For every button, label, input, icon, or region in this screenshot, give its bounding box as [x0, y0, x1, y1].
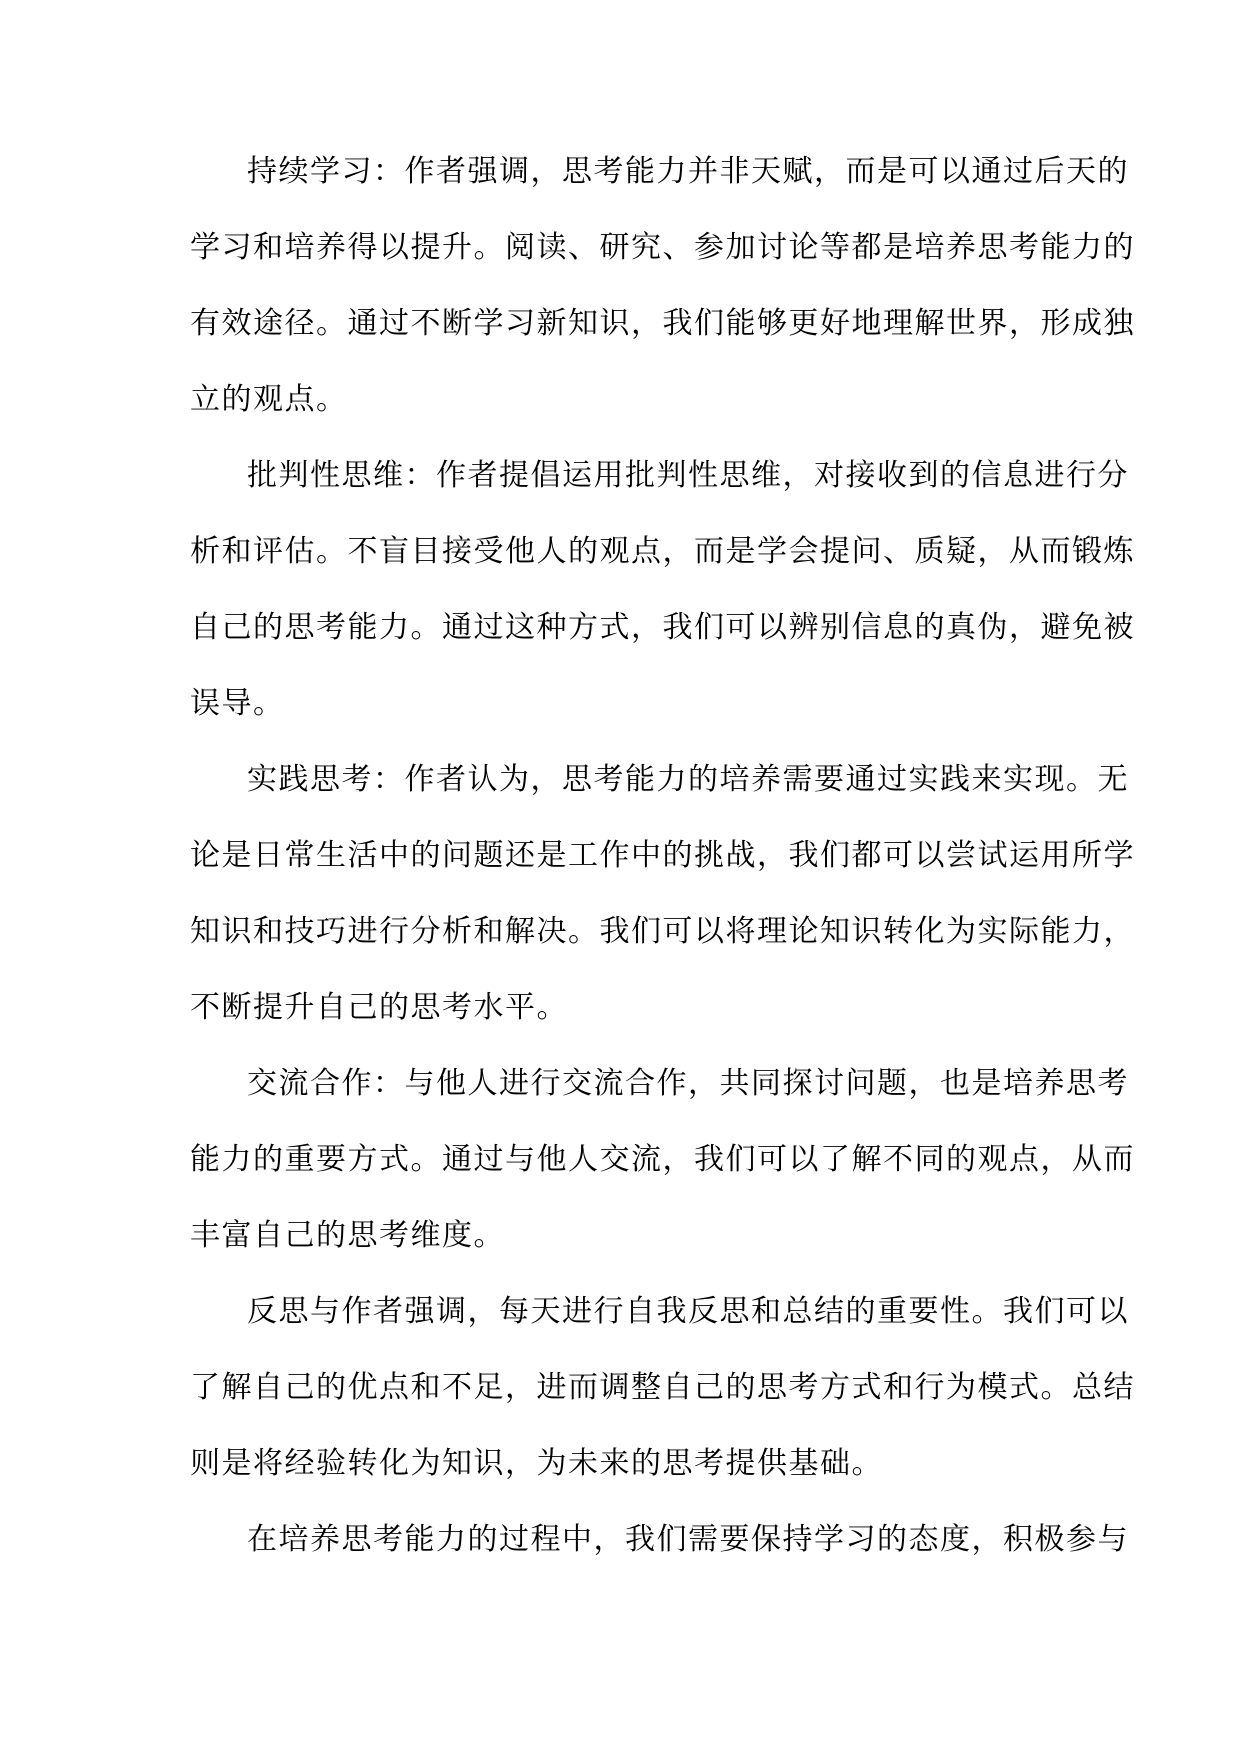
text-line: 析和评估。不盲目接受他人的观点，而是学会提问、质疑，从而锻炼 — [190, 534, 1135, 569]
text-line: 交流合作：与他人进行交流合作，共同探讨问题，也是培养思考 — [247, 1066, 1129, 1101]
text-line: 实践思考：作者认为，思考能力的培养需要通过实践来实现。无 — [247, 762, 1129, 797]
text-line: 了解自己的优点和不足，进而调整自己的思考方式和行为模式。总结 — [190, 1370, 1135, 1405]
text-line: 学习和培养得以提升。阅读、研究、参加讨论等都是培养思考能力的 — [190, 230, 1135, 265]
text-line: 论是日常生活中的问题还是工作中的挑战，我们都可以尝试运用所学 — [190, 838, 1135, 873]
text-line: 持续学习：作者强调，思考能力并非天赋，而是可以通过后天的 — [247, 154, 1129, 189]
text-line: 反思与作者强调，每天进行自我反思和总结的重要性。我们可以 — [247, 1294, 1129, 1329]
text-line: 立的观点。 — [190, 382, 348, 417]
text-line: 在培养思考能力的过程中，我们需要保持学习的态度，积极参与 — [247, 1522, 1129, 1557]
text-line: 有效途径。通过不断学习新知识，我们能够更好地理解世界，形成独 — [190, 306, 1135, 341]
text-line: 知识和技巧进行分析和解决。我们可以将理论知识转化为实际能力， — [190, 914, 1135, 949]
text-line: 误导。 — [190, 686, 285, 721]
text-line: 能力的重要方式。通过与他人交流，我们可以了解不同的观点，从而 — [190, 1142, 1135, 1177]
text-line: 自己的思考能力。通过这种方式，我们可以辨别信息的真伪，避免被 — [190, 610, 1135, 645]
text-line: 丰富自己的思考维度。 — [190, 1218, 505, 1253]
text-line: 不断提升自己的思考水平。 — [190, 990, 568, 1025]
text-line: 则是将经验转化为知识，为未来的思考提供基础。 — [190, 1446, 883, 1481]
text-line: 批判性思维：作者提倡运用批判性思维，对接收到的信息进行分 — [247, 458, 1129, 493]
